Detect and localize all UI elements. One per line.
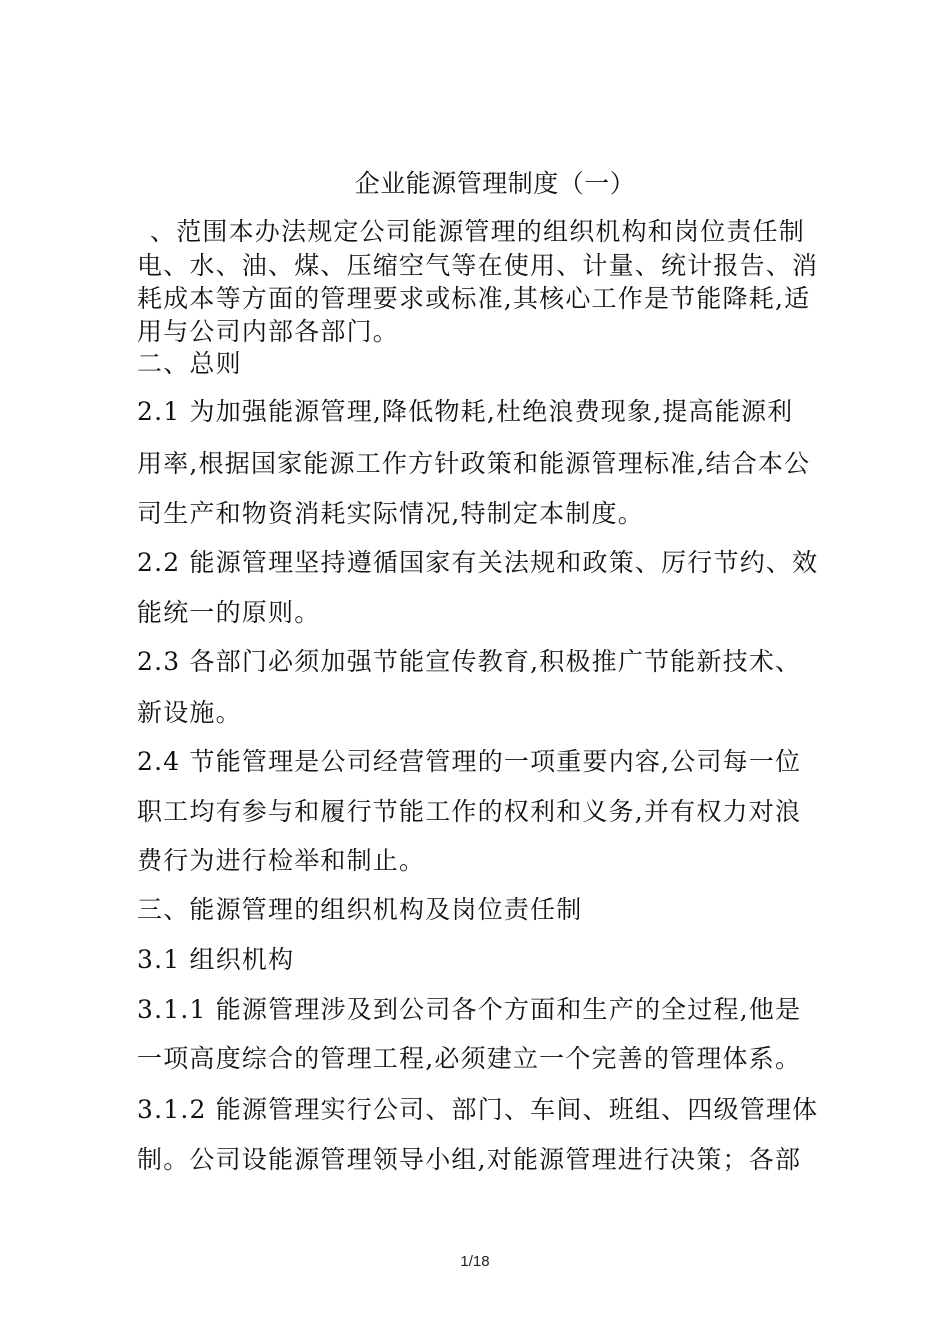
text-line: 一项高度综合的管理工程,必须建立一个完善的管理体系。 (137, 1044, 802, 1073)
text-line: 3.1.1 能源管理涉及到公司各个方面和生产的全过程,他是 (137, 995, 802, 1024)
text-line: 3.1.2 能源管理实行公司、部门、车间、班组、四级管理体 (137, 1095, 819, 1124)
text-line: 能统一的原则。 (137, 598, 321, 627)
subsection-heading: 3.1 组织机构 (137, 945, 295, 974)
text-line: 2.2 能源管理坚持遵循国家有关法规和政策、厉行节约、效 (137, 548, 819, 577)
section-heading: 二、总则 (137, 349, 242, 378)
text-line: 用率,根据国家能源工作方针政策和能源管理标准,结合本公 (137, 449, 811, 478)
text-line: 耗成本等方面的管理要求或标准,其核心工作是节能降耗,适 (137, 284, 811, 313)
text-line: 新设施。 (137, 698, 242, 727)
text-line: 2.3 各部门必须加强节能宣传教育,积极推广节能新技术、 (137, 647, 802, 676)
text-line: 制。公司设能源管理领导小组,对能源管理进行决策；各部 (137, 1145, 802, 1174)
text-line: 费行为进行检举和制止。 (137, 846, 426, 875)
page-number: 1/18 (460, 1253, 490, 1270)
text-line: 电、水、油、煤、压缩空气等在使用、计量、统计报告、消 (137, 251, 819, 280)
text-line: 司生产和物资消耗实际情况,特制定本制度。 (137, 499, 644, 528)
section-heading: 三、能源管理的组织机构及岗位责任制 (137, 895, 583, 924)
text-line: 2.4 节能管理是公司经营管理的一项重要内容,公司每一位 (137, 747, 802, 776)
text-line: 、范围本办法规定公司能源管理的组织机构和岗位责任制 (150, 217, 806, 246)
document-title: 企业能源管理制度（一） (354, 169, 636, 198)
text-line: 用与公司内部各部门。 (137, 317, 400, 346)
text-line: 2.1 为加强能源管理,降低物耗,杜绝浪费现象,提高能源利 (137, 397, 794, 426)
text-line: 职工均有参与和履行节能工作的权利和义务,并有权力对浪 (137, 797, 802, 826)
